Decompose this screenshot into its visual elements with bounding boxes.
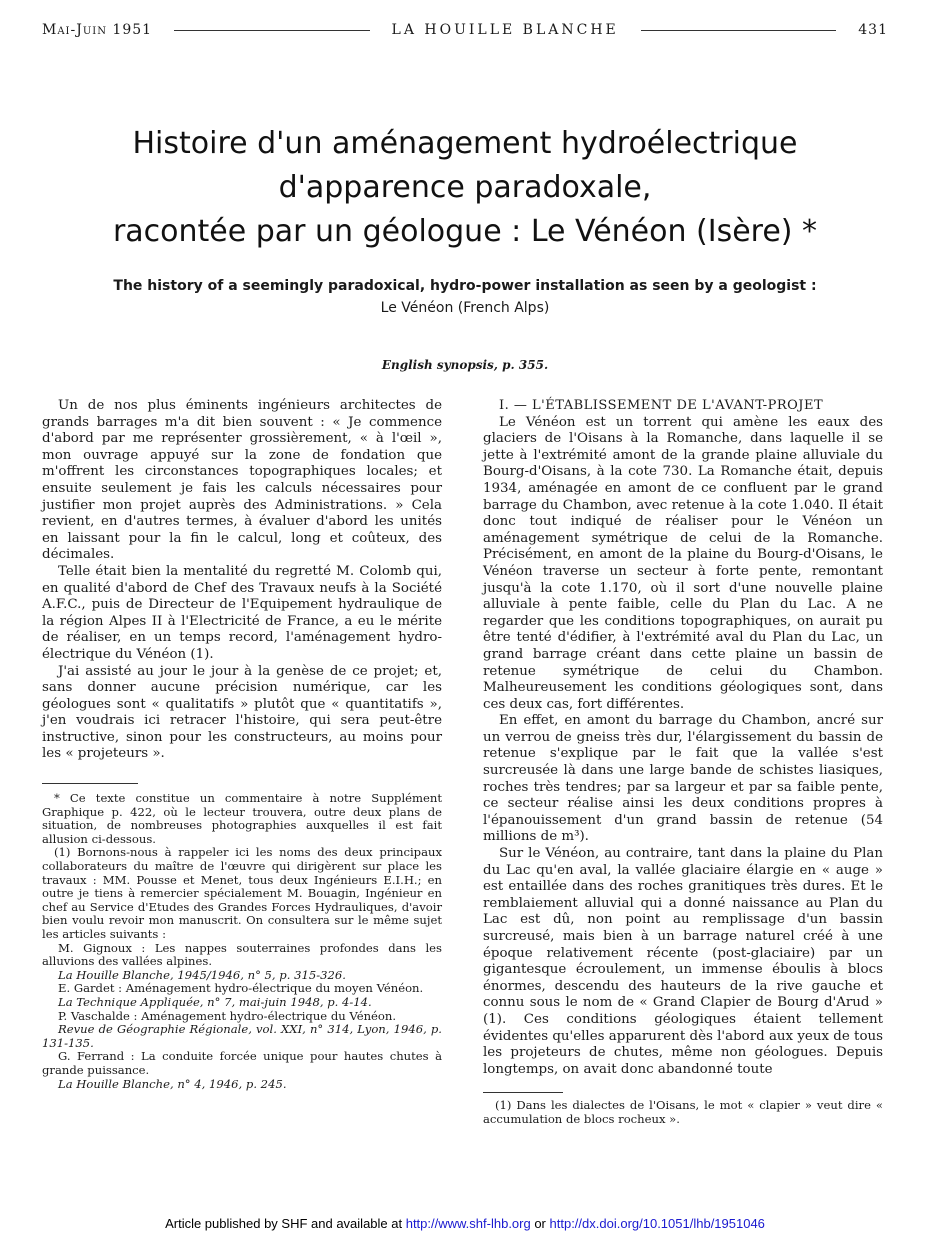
paragraph: Un de nos plus éminents ingénieurs architectes de grands barrages m'a dit bien souvent : « Je commence d'abord par me représenter grossièrement, « à l'œil », mon ouvrage appuyé sur la zone de fondation que m'offrent les circonstances topographiques locales; et ensuite seulement je fais les calculs nécessaires pour justifier mon projet auprès des Administrations. » Cela revient, en d'autres termes, à évaluer d'abord les unités en laissant pour la fin le calcul, long et coûteux, des décimales. [42,398,442,563]
publication-footer [0,1216,930,1231]
doi-link[interactable]: http://dx.doi.org/10.1051/lhb/1951046 [549,1216,765,1231]
article-title [0,122,930,254]
header-date: Mai-Juin 1951 [42,22,153,38]
journal-name: LA HOUILLE BLANCHE [391,22,619,38]
footer-prefix: Article published by SHF and available at [165,1216,406,1231]
reference: La Houille Blanche, 1945/1946, n° 5, p. 315-326. [58,967,346,982]
footnote: (1) Bornons-nous à rappeler ici les noms des deux principaux collaborateurs du maître de l'œuvre qui dirigèrent sur place les travaux : MM. Pousse et Menet, tous deux Ingénieurs E.I.H.; en outre je tiens à remercier spécialement M. Bouagin, Ingénieur en chef au Service d'Etudes des Grandes Forces Hydrauliques, d'avoir bien voulu revoir mon manuscrit. On consultera sur le même sujet les articles suivants : [42,845,442,941]
subtitle-line-1: The history of a seemingly paradoxical, hydro-power installation as seen by a geologist : [113,278,817,294]
title-line-2: d'apparence paradoxale, [278,170,652,205]
english-subtitle [0,275,930,319]
footnote [483,1099,883,1126]
footnotes [42,792,442,1091]
paragraph: Telle était bien la mentalité du regretté M. Colomb qui, en qualité d'abord de Chef des Travaux neufs à la Société A.F.C., puis de Directeur de l'Equipement hydraulique de la région Alpes II à l'Electricité de France, a eu le mérite de réaliser, en un temps record, l'aménagement hydro-électrique du Vénéon (1). [42,563,442,662]
reference: M. Gignoux : Les nappes souterraines profondes dans les alluvions des vallées alpines. [42,940,442,969]
right-column [483,398,883,1127]
header-rule-right [641,30,836,31]
footnote-separator [483,1092,563,1093]
footer-middle: or [530,1216,550,1231]
reference: La Houille Blanche, n° 4, 1946, p. 245. [58,1076,287,1091]
footnote: * Ce texte constitue un commentaire à notre Supplément Graphique p. 422, où le lecteur trouvera, outre deux plans de situation, de nombreuses photographies auxquelles il est fait allusion ci-dessous. [42,791,442,846]
title-line-3: racontée par un géologue : Le Vénéon (Isère) * [112,214,818,249]
header-rule-left [174,30,369,31]
reference: Revue de Géographie Régionale, vol. XXI, n° 314, Lyon, 1946, p. 131-135. [42,1022,442,1050]
paragraph: J'ai assisté au jour le jour à la genèse de ce projet; et, sans donner aucune précision numérique, car les géologues sont « qualitatifs » plutôt que « quantitatifs », j'en voudrais ici retracer l'histoire, qui sera peut-être instructive, sinon pour les constructeurs, au moins pour les « projeteurs ». [42,663,442,762]
synopsis-note: English synopsis, p. 355. [381,358,549,372]
reference: E. Gardet : Aménagement hydro-électrique du moyen Vénéon. [58,981,424,996]
shf-link[interactable]: http://www.shf-lhb.org [405,1216,531,1231]
reference: La Technique Appliquée, n° 7, mai-juin 1948, p. 4-14. [58,994,372,1009]
paragraph: Le Vénéon est un torrent qui amène les eaux des glaciers de l'Oisans à la Romanche, dans laquelle il se jette à l'extrémité amont de la grande plaine alluviale du Bourg-d'Oisans, à la cote 730. La Romanche était, depuis 1934, aménagée en amont de ce confluent par le grand barrage du Chambon, avec retenue à la cote 1.040. Il était donc tout indiqué de réaliser pour le Vénéon un aménagement symétrique de celui de la Romanche. Précisément, en amont de la plaine du Bourg-d'Oisans, le Vénéon traverse un secteur à forte pente, remontant jusqu'à la cote 1.170, où il sort d'une nouvelle plaine alluviale à pente faible, celle du Plan du Lac. A ne regarder que les conditions topographiques, on aurait pu être tenté d'édifier, à l'extrémité aval du Plan du Lac, un grand barrage créant dans cette plaine un bassin de retenue symétrique de celui du Chambon. Malheureusement les conditions géologiques sont, dans ces deux cas, fort différentes. [483,414,883,712]
footnote-separator [42,783,138,784]
reference: P. Vaschalde : Aménagement hydro-électrique du Vénéon. [58,1008,397,1023]
running-header [42,20,888,40]
section-heading: I. — L'ÉTABLISSEMENT DE L'AVANT-PROJET [499,398,824,413]
reference: G. Ferrand : La conduite forcée unique pour hautes chutes à grande puissance. [42,1049,442,1077]
page-number: 431 [858,22,888,38]
left-column [42,398,442,1091]
footnote-text: (1) Dans les dialectes de l'Oisans, le mot « clapier » veut dire « accumulation de blocs rocheux ». [483,1098,883,1126]
paragraph: Sur le Vénéon, au contraire, tant dans la plaine du Plan du Lac qu'en aval, la vallée glaciaire élargie en « auge » est entaillée dans des roches granitiques très dures. Et le remblaiement alluvial qui a donné naissance au Plan du Lac est dû, non point au remplissage d'un bassin surcreusé, mais bien à un barrage naturel créé à une époque relativement récente (post-glaciaire) par un gigantesque écroulement, un immense éboulis à blocs énormes, descendu des hauteurs de la rive gauche et connu sous le nom de « Grand Clapier de Bourg d'Arud » (1). Ces conditions géologiques étaient tellement évidentes qu'elles apparurent dès l'abord aux yeux de tous les projeteurs de chutes, même non géologues. Depuis longtemps, on avait donc abandonné toute [483,846,883,1077]
paragraph: En effet, en amont du barrage du Chambon, ancré sur un verrou de gneiss très dur, l'élargissement du bassin de retenue s'explique par le fait que la vallée s'est surcreusée là dans une large bande de schistes liasiques, roches très tendres; par sa largeur et par sa faible pente, ce secteur réalise ainsi les deux conditions propres à l'épanouissement d'un grand bassin de retenue (54 millions de m³). [483,713,883,845]
subtitle-line-2: Le Vénéon (French Alps) [380,300,550,316]
title-line-1: Histoire d'un aménagement hydroélectrique [132,126,798,161]
